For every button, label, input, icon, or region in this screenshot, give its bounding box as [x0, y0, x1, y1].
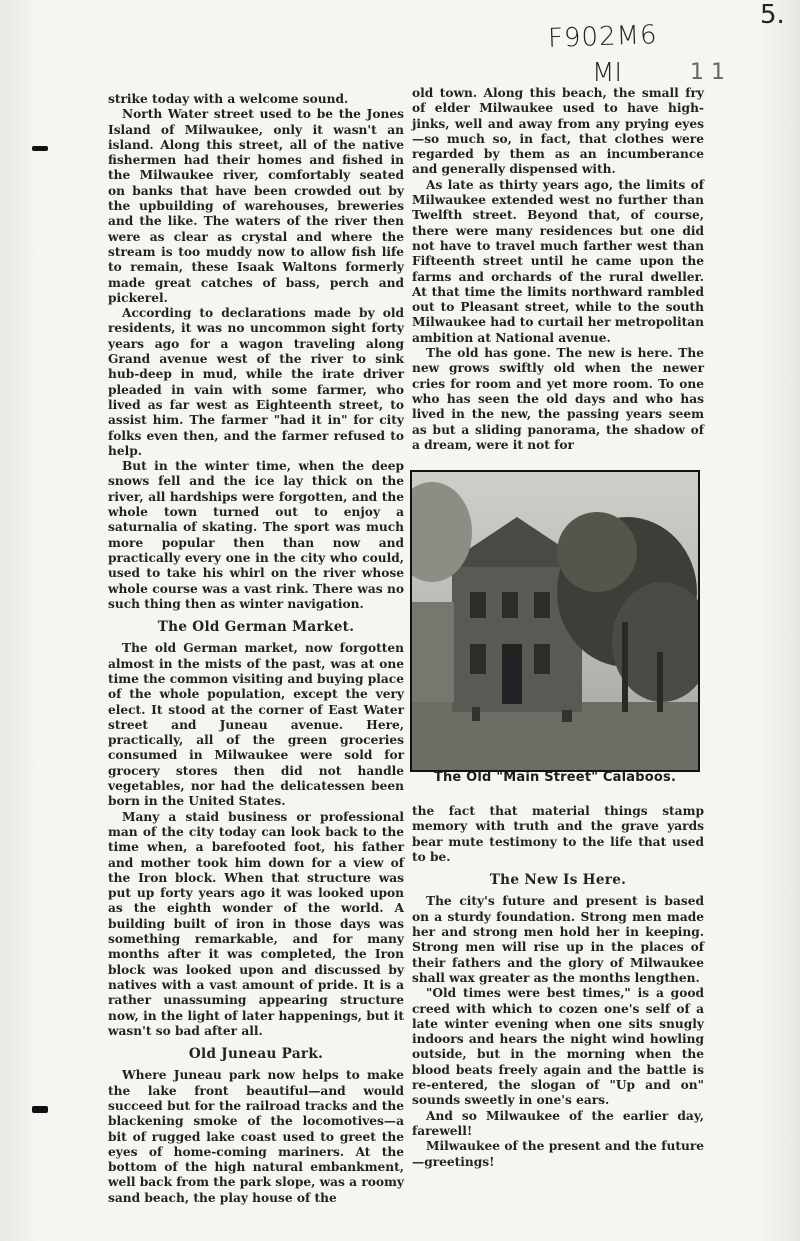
page-number-handwritten: 5.: [760, 0, 785, 30]
article-column-right-bottom: [412, 804, 704, 1170]
article-paragraph: The city's future and present is based on a sturdy foundation. Strong men made her and strong men hold her in keeping. Strong men will rise up in the places of their fathers and the glory of Milwaukee shall wax greater as the months lengthen.: [412, 894, 704, 985]
article-paragraph: The old has gone. The new is here. The new grows swiftly old when the newer cries for room and yet more room. To one who has seen the old days and who has lived in the new, the passing years seem as but a sliding panorama, the shadow of a dream, were it not for: [412, 346, 704, 452]
article-paragraph: Milwaukee of the present and the future—greetings!: [412, 1139, 704, 1169]
article-paragraph: the fact that material things stamp memory with truth and the grave yards bear mute testimony to the life that used to be.: [412, 804, 704, 864]
section-heading: Old Juneau Park.: [188, 1046, 324, 1063]
article-paragraph: old town. Along this beach, the small fry of elder Milwaukee used to have high-jinks, well and away from any prying eyes—so much so, in fact, that clothes were regarded by them as an incumberance and generally dispensed with.: [412, 86, 704, 177]
article-column-right-top: [412, 86, 704, 453]
binding-mark: [32, 1106, 48, 1113]
article-paragraph: "Old times were best times," is a good creed with which to cozen one's self of a late winter evening when one sits snugly indoors and hears the night wind howling outside, but in the morning when the blood beats freely again and the battle is re-entered, the slogan of "Up and on" sounds sweetly in one's ears.: [412, 986, 704, 1108]
photo-figure: [410, 470, 698, 794]
page-marks-handwritten: 1 1: [690, 60, 725, 85]
article-paragraph: According to declarations made by old residents, it was no uncommon sight forty years ago for a wagon traveling along Grand avenue west of the river to sink hub-deep in mud, while the irate driver pleaded in vain with some farmer, who lived as far west as Eighteenth street, to assist him. The farmer "had it in" for city folks even then, and the farmer refused to help.: [108, 306, 404, 458]
article-paragraph: North Water street used to be the Jones Island of Milwaukee, only it wasn't an island. Along this street, all of the native fishermen had their homes and fished in the Milwaukee river, comfortably seated on banks that have been crowded out by the upbuilding of warehouses, breweries and the like. The waters of the river then were as clear as crystal and where the stream is too muddy now to allow fish life to remain, these Isaak Waltons formerly made great catches of bass, perch and pickerel.: [108, 107, 404, 305]
calaboose-photo: [410, 470, 700, 772]
article-paragraph: strike today with a welcome sound.: [108, 92, 349, 106]
article-paragraph: And so Milwaukee of the earlier day, farewell!: [412, 1108, 704, 1138]
article-column-left: [108, 92, 404, 1206]
article-paragraph: Where Juneau park now helps to make the lake front beautiful—and would succeed but for the railroad tracks and the blackening smoke of the locomotives—a bit of rugged lake coast used to greet the eyes of home-coming mariners. At the bottom of the high natural embankment, well back from the park slope, was a roomy sand beach, the play house of the: [108, 1068, 404, 1205]
section-heading: The New Is Here.: [489, 872, 627, 889]
article-paragraph: As late as thirty years ago, the limits of Milwaukee extended west no further than Twelfth street. Beyond that, of course, there were many residences but one did not have to travel much farther west than Fifteenth street until he came upon the farms and orchards of the rural dweller. At that time the limits northward rambled out to Pleasant street, while to the south Milwaukee had to curtail her metropolitan ambition at National avenue.: [412, 177, 704, 345]
photo-caption: The Old "Main Street" Calaboos.: [433, 770, 677, 785]
article-paragraph: But in the winter time, when the deep snows fell and the ice lay thick on the river, all hardships were forgotten, and the whole town turned out to enjoy a saturnalia of skating. The sport was much more popular then than now and practically every one in the city who could, used to take his whirl on the river whose whole course was a vast rink. There was no such thing then as winter navigation.: [108, 459, 404, 611]
article-paragraph: Many a staid business or professional man of the city today can look back to the time when, a barefooted foot, his father and mother took him down for a view of the Iron block. When that structure was put up forty years ago it was looked upon as the eighth wonder of the world. A building built of iron in those days was something remarkable, and for many months after it was completed, the Iron block was looked upon and discussed by natives with a vast amount of pride. It is a rather unassuming appearing structure now, in the light of later happenings, but it wasn't so bad after all.: [108, 809, 404, 1038]
section-heading: The Old German Market.: [157, 619, 355, 636]
calaboose-building-illustration: [412, 472, 698, 770]
article-paragraph: The old German market, now forgotten almost in the mists of the past, was at one time the common visiting and buying place of the whole population, except the very elect. It stood at the corner of East Water street and Juneau avenue. Here, practically, all of the green groceries consumed in Milwaukee were sold for grocery stores then did not handle vegetables, nor had the delicatessen been born in the United States.: [108, 641, 404, 809]
binding-mark: [32, 146, 48, 151]
catalog-initials-handwritten: MI: [592, 58, 623, 88]
catalog-number-handwritten: F902M6: [547, 20, 659, 54]
